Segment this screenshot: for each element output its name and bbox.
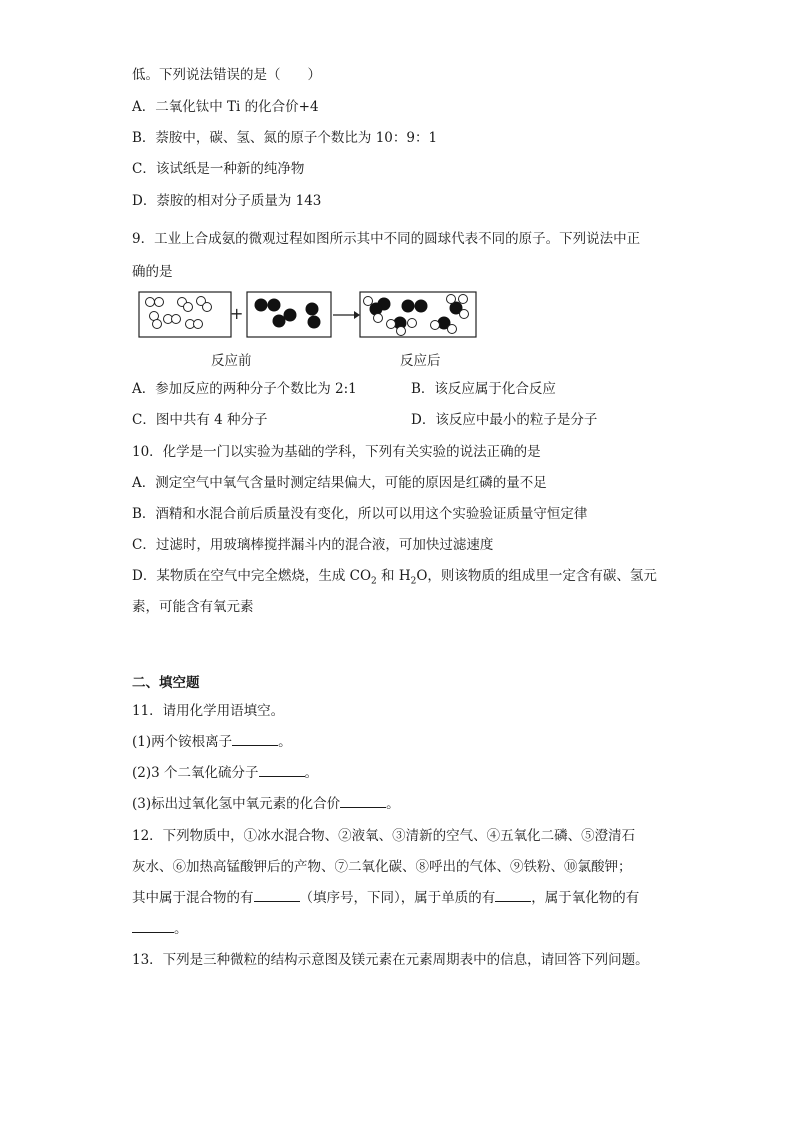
q10-stem: 10．化学是一门以实验为基础的学科，下列有关实验的说法正确的是 [132, 444, 541, 460]
plus-sign: + [230, 304, 244, 323]
q11-part2: (2)3 个二氧化硫分子 。 [132, 765, 319, 781]
q9-option-a: A．参加反应的两种分子个数比为 2:1 [132, 381, 357, 397]
q10-option-a: A．测定空气中氧气含量时测定结果偏大，可能的原因是红磷的量不足 [132, 475, 547, 491]
q12-line3: 其中属于混合物的有 （填序号，下同），属于单质的有 ，属于氧化物的有 [132, 890, 640, 906]
answer-blank[interactable] [132, 920, 174, 933]
q9-stem-line1: 9．工业上合成氨的微观过程如图所示其中不同的圆球代表不同的原子。下列说法中正 [132, 231, 641, 247]
caption-before: 反应前 [211, 353, 252, 369]
q9-option-b: B．该反应属于化合反应 [411, 381, 556, 397]
q12-line2: 灰水、⑥加热高锰酸钾后的产物、⑦二氧化碳、⑧呼出的气体、⑨铁粉、⑩氯酸钾； [132, 859, 632, 875]
q12-line4: 。 [132, 920, 188, 938]
q9-option-d: D．该反应中最小的粒子是分子 [411, 412, 598, 428]
q8-option-b: B．萘胺中，碳、氢、氮的原子个数比为 10：9：1 [132, 130, 438, 146]
answer-blank[interactable] [232, 733, 278, 746]
q13-stem: 13．下列是三种微粒的结构示意图及镁元素在元素周期表中的信息，请回答下列问题。 [132, 952, 649, 968]
box-products [360, 292, 476, 337]
q8-stem-tail: 低。下列说法错误的是（ ） [132, 67, 321, 83]
arrow-icon [333, 311, 360, 319]
q9-option-c: C．图中共有 4 种分子 [132, 412, 268, 428]
q8-option-d: D．萘胺的相对分子质量为 143 [132, 193, 322, 209]
q10-option-c: C．过滤时，用玻璃棒搅拌漏斗内的混合液，可加快过滤速度 [132, 537, 494, 553]
section-title: 二、填空题 [132, 675, 200, 691]
q10-option-b: B．酒精和水混合前后质量没有变化，所以可以用这个实验验证质量守恒定律 [132, 506, 588, 522]
q10-option-d: D．某物质在空气中完全燃烧，生成 $CO_2$ 和 $H_2O$，则该物质的组成里一定含有碳、氢元 [132, 568, 657, 587]
caption-after: 反应后 [400, 353, 441, 369]
q11-stem: 11．请用化学用语填空。 [132, 703, 285, 719]
q10-option-d-line2: 素，可能含有氧元素 [132, 599, 254, 615]
answer-blank[interactable] [259, 764, 305, 777]
q8-option-c: C．该试纸是一种新的纯净物 [132, 161, 305, 177]
q12-line1: 12．下列物质中，①冰水混合物、②液氧、③清新的空气、④五氧化二磷、⑤澄清石 [132, 828, 636, 844]
reaction-diagram [138, 290, 480, 340]
q9-stem-line2: 确的是 [132, 264, 173, 280]
answer-blank[interactable] [254, 889, 300, 902]
box-reactant-nitrogen [247, 292, 331, 337]
q11-part1: (1)两个铵根离子 。 [132, 734, 292, 750]
q11-part3: (3)标出过氧化氢中氧元素的化合价 。 [132, 796, 400, 812]
answer-blank[interactable] [495, 889, 531, 902]
box-reactant-hydrogen [139, 292, 231, 337]
q8-option-a: A．二氧化钛中 Ti 的化合价+4 [132, 99, 319, 115]
answer-blank[interactable] [340, 795, 386, 808]
